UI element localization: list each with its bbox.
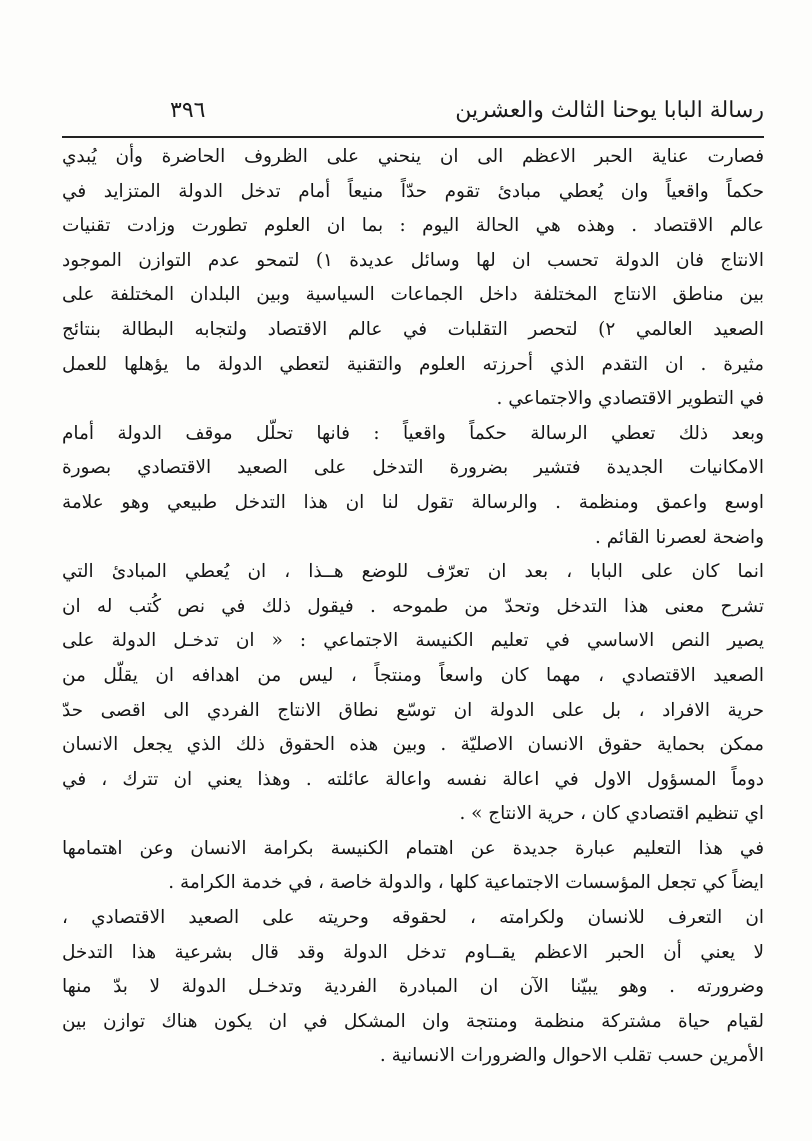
page-body	[62, 140, 764, 1100]
text-line: يصير النص الاساسي في تعليم الكنيسة الاجتماعي : « ان تدخـل الدولة على	[62, 630, 764, 652]
text-line: في التطوير الاقتصادي والاجتماعي .	[496, 388, 764, 410]
text-line: مثيرة . ان التقدم الذي أحرزته العلوم والتقنية لتعطي الدولة ما يؤهلها للعمل	[62, 353, 764, 375]
text-line: انما كان على البابا ، بعد ان تعرّف للوضع هــذا ، ان يُعطي المبادئ التي	[62, 561, 764, 583]
text-line: واضحة لعصرنا القائم .	[595, 526, 764, 548]
text-line: الصعيد الاقتصادي ، مهما كان واسعاً ومنتجاً ، ليس من اهدافه ان يقلّل من	[62, 664, 764, 686]
page-header	[62, 92, 764, 132]
paragraph	[62, 555, 764, 832]
text-line: في هذا التعليم عبارة جديدة عن اهتمام الكنيسة بكرامة الانسان وعن اهتمامها	[62, 837, 764, 859]
paragraph	[62, 901, 764, 1074]
text-line: تشرح معنى هذا التدخل وتحدّ من طموحه . فيقول ذلك في نص كُتب له ان	[62, 595, 764, 617]
text-line: الأمرين حسب تقلب الاحوال والضرورات الانسانية .	[379, 1045, 764, 1067]
text-line: حكماً واقعياً وان يُعطي مبادئ تقوم حدّاً منيعاً أمام تدخل الدولة المتزايد في	[62, 180, 764, 202]
text-line: بين مناطق الانتاج المختلفة داخل الجماعات السياسية وبين البلدان المختلفة على	[62, 284, 764, 306]
paragraph	[62, 417, 764, 555]
text-line: ايضاً كي تجعل المؤسسات الاجتماعية كلها ، والدولة خاصة ، في خدمة الكرامة .	[168, 872, 764, 894]
running-title: رسالة البابا يوحنا الثالث والعشرين	[455, 98, 764, 123]
text-line: الانتاج فان الدولة تحسب ان لها وسائل عديدة ١) لتمحو عدم التوازن الموجود	[62, 249, 764, 271]
text-line: لا يعني أن الحبر الاعظم يقــاوم تدخل الدولة وقد قال بشرعية هذا التدخل	[62, 941, 764, 963]
text-line: دوماً المسؤول الاول في اعالة نفسه واعالة عائلته . وهذا يعني ان تترك ، في	[62, 768, 764, 790]
header-rule	[62, 136, 764, 138]
text-line: ان التعرف للانسان ولكرامته ، لحقوقه وحريته على الصعيد الاقتصادي ،	[62, 907, 764, 929]
text-line: عالم الاقتصاد . وهذه هي الحالة اليوم : بما ان العلوم تطورت وزادت تقنيات	[62, 215, 764, 237]
text-line: وضرورته . وهو يبيّنا الآن ان المبادرة الفردية وتدخـل الدولة لا بدّ منها	[62, 976, 764, 998]
paragraph	[62, 832, 764, 901]
text-line: الامكانيات الجديدة فتشير بضرورة التدخل على الصعيد الاقتصادي بصورة	[62, 457, 764, 479]
text-line: ممكن بحماية حقوق الانسان الاصليّة . وبين هذه الحقوق ذلك الذي يجعل الانسان	[62, 734, 764, 756]
text-line: حرية الافراد ، بل على الدولة ان توسّع نطاق الانتاج الفردي الى اقصى حدّ	[62, 699, 764, 721]
page-number: ٣٩٦	[170, 98, 206, 123]
text-line: اي تنظيم اقتصادي كان ، حرية الانتاج » .	[459, 803, 764, 825]
text-line: الصعيد العالمي ٢) لتحصر التقلبات في عالم الاقتصاد ولتجابه البطالة بنتائج	[62, 318, 764, 340]
paragraph	[62, 140, 764, 417]
text-line: فصارت عناية الحبر الاعظم الى ان ينحني على الظروف الحاضرة وأن يُبدي	[62, 146, 764, 167]
text-line: لقيام حياة مشتركة منظمة ومنتجة وان المشكل في ان يكون هناك توازن بين	[62, 1010, 764, 1032]
text-line: وبعد ذلك تعطي الرسالة حكماً واقعياً : فانها تحلّل موقف الدولة أمام	[62, 422, 764, 444]
text-line: اوسع واعمق ومنظمة . والرسالة تقول لنا ان هذا التدخل طبيعي وهو علامة	[62, 491, 764, 513]
